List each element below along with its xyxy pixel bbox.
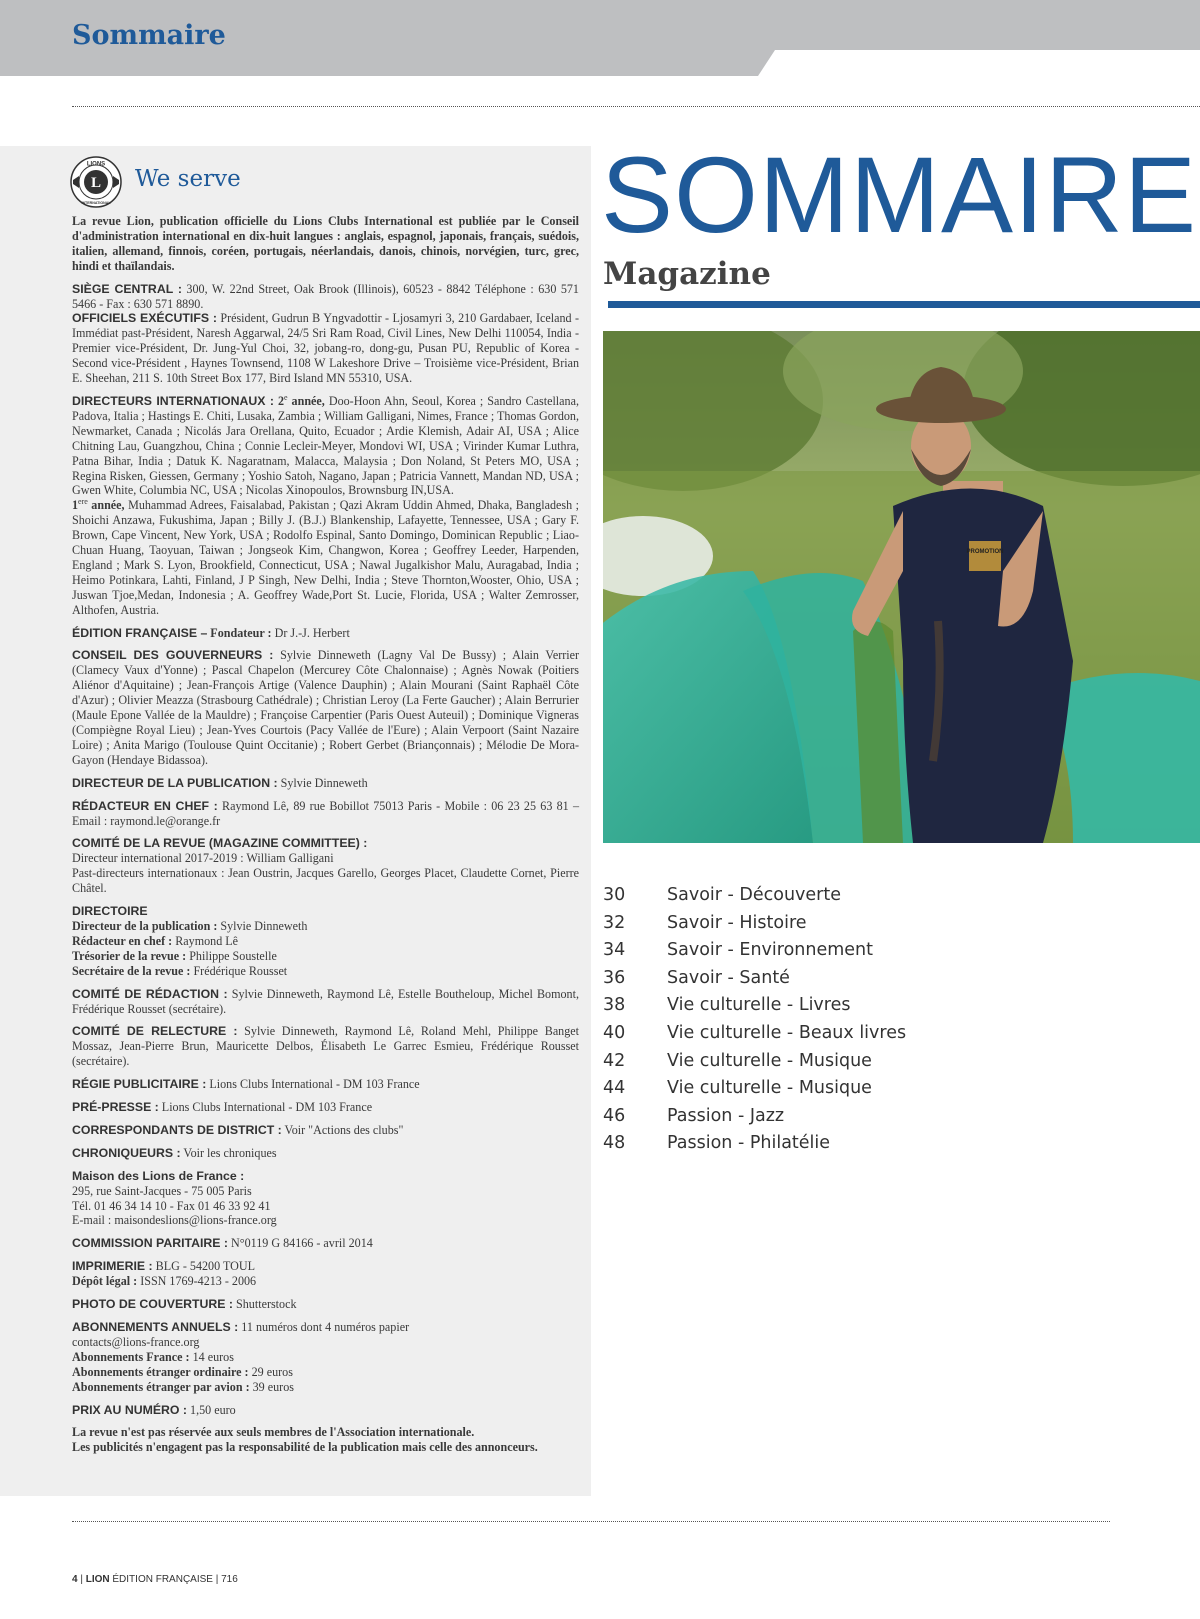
toc-item[interactable] <box>603 940 1183 968</box>
directeur-publication: DIRECTEUR DE LA PUBLICATION : Sylvie Dinneweth <box>72 775 368 790</box>
toc-label: Vie culturelle - Musique <box>667 1078 872 1099</box>
lions-international-emblem-icon <box>70 156 122 208</box>
redacteur-en-chef: RÉDACTEUR EN CHEF : Raymond Lê, 89 rue Bobillot 75013 Paris - Mobile : 06 23 25 63 81 – Email : raymond.le@orange.fr <box>72 798 579 828</box>
page-header-title: Sommaire <box>72 20 226 51</box>
top-divider <box>72 106 1200 107</box>
footer-brand: LION <box>85 1574 110 1585</box>
officiels-executifs: OFFICIELS EXÉCUTIFS : Président, Gudrun B Yngvadottir - Ljosamyri 3, 210 Gardabaer, Iceland - Immédiat past-Président, Naresh Aggarwal, 24/5 Sri Ram Road, Civil Lines, New Delhi 110054, India - Premier vice-Président, Dr. Jung-Yul Choi, 32, jobang-ro, dong-gu, Pusan PU, Republic of Korea - Second vice-Président , Haynes Townsend, 1108 W Lakeshore Drive – Troisième vice-Président, Brian E. Sheehan, 211 S. 10th Street Box 177, Bird Island MN 55310, USA. <box>72 311 579 386</box>
page-footer: 4 | LION ÉDITION FRANÇAISE | 716 <box>72 1574 238 1585</box>
table-of-contents <box>603 885 1183 1161</box>
toc-item[interactable] <box>603 1133 1183 1161</box>
toc-label: Savoir - Environnement <box>667 940 873 961</box>
chroniqueurs: CHRONIQUEURS : Voir les chroniques <box>72 1145 277 1160</box>
toc-label: Savoir - Découverte <box>667 885 842 905</box>
toc-item[interactable] <box>603 995 1183 1023</box>
comite-de-relecture: COMITÉ DE RELECTURE : Sylvie Dinneweth, Raymond Lê, Roland Mehl, Philippe Banget Mossaz, Jean-Pierre Brun, Mauricette Delbos, Élisabeth Le Garrec Esmieu, Frédérique Rousset (secrétaire). <box>72 1024 580 1069</box>
toc-item[interactable] <box>603 1078 1183 1106</box>
svg-text:PROMOTION: PROMOTION <box>966 549 1004 555</box>
footer-issue: 716 <box>221 1574 238 1585</box>
directeurs-internationaux: DIRECTEURS INTERNATIONAUX : 2e année, Doo-Hoon Ahn, Seoul, Korea ; Sandro Castellana, Padova, Italia ; Hastings E. Chiti, Lusaka, Zambia ; William Galligani, Nimes, France ; Thomas Gordon, Newmarket, Canada ; Nicolás Jara Orellana, Quito, Ecuador ; Ardie Klemish, Adair AI, USA ; Alice Chitning Lau, Guangzhou, China ; Connie Lecleir-Meyer, Mondovi WI, USA ; Virinder Kumar Luthra, Patna Bihar, India ; Datuk K. Nagaratnam, Malacca, Malaysia ; Don Noland, St Peters MO, USA ; Regina Risken, Giessen, Germany ; Yoshio Satoh, Nagano, Japan ; Patricia Vannett, Mandan ND, USA ; Gwen White, Columbia NC, USA ; Nicolas Xinopoulos, Brownsburg IN,USA. 1ere année, Muhammad Adrees, Faisalabad, Pakistan ; Qazi Akram Uddin Ahmed, Dhaka, Bangladesh ; Shoichi Anzawa, Fukushima, Japan ; Billy J. (B.J.) Blankenship, Lafayette, Tennessee, USA ; Gary F. Brown, Cape Vincent, New York, USA ; Rodolfo Espinal, Santo Domingo, Dominican Republic ; Liao-Chuan Huang, Taoyuan, Taiwan ; Jongseok Kim, Changwon, Korea ; Geoffrey Leeder, Harpenden, England ; Mark S. Lyon, Brookfield, Connecticut, USA ; Nawal Jugalkishor Malu, Auragabad, India ; Heimo Potinkara, Lahti, Finland, J P Singh, New Delhi, India ; Steve Thornton,Wooster, Ohio, USA ; Juswan Tjoe,Medan, Indonesia ; A. Geoffrey Wade,Port St. Lucie, Florida, USA ; Walter Zemrosser, Althofen, Austria. <box>72 392 579 617</box>
comite-de-redaction: COMITÉ DE RÉDACTION : Sylvie Dinneweth, Raymond Lê, Estelle Boutheloup, Michel Bomont, Frédérique Rousset (secrétaire). <box>72 986 579 1016</box>
prix-au-numero: PRIX AU NUMÉRO : 1,50 euro <box>72 1402 236 1417</box>
svg-text:L: L <box>90 175 102 191</box>
toc-page-number: 48 <box>603 1133 626 1154</box>
photo-de-couverture: PHOTO DE COUVERTURE : Shutterstock <box>72 1297 297 1312</box>
toc-page-number: 38 <box>603 995 626 1016</box>
section-title: Magazine <box>603 256 771 292</box>
closing-notes: La revue n'est pas réservée aux seuls membres de l'Association internationale. Les publicités n'engagent pas la responsabilité de la publication mais celle des annonceurs. <box>72 1425 538 1455</box>
pre-presse: PRÉ-PRESSE : Lions Clubs International - DM 103 France <box>72 1100 373 1115</box>
toc-item[interactable] <box>603 968 1183 996</box>
directoire: DIRECTOIRE Directeur de la publication : Sylvie Dinneweth Rédacteur en chef : Raymond Lê Trésorier de la revue : Philippe Soustelle Secrétaire de la revue : Frédérique Rousset <box>72 904 308 978</box>
toc-label: Savoir - Histoire <box>667 912 807 933</box>
maison-des-lions: Maison des Lions de France : 295, rue Saint-Jacques - 75 005 Paris Tél. 01 46 34 14 10 - Fax 01 46 33 92 41 E-mail : maisondeslions@lions-france.org <box>72 1168 277 1228</box>
toc-page-number: 30 <box>603 885 626 905</box>
imprimerie: IMPRIMERIE : BLG - 54200 TOUL Dépôt légal : ISSN 1769-4213 - 2006 <box>72 1259 257 1289</box>
footer-edition: ÉDITION FRANÇAISE <box>112 1574 213 1585</box>
commission-paritaire: COMMISSION PARITAIRE : N°0119 G 84166 - avril 2014 <box>72 1236 373 1251</box>
toc-page-number: 40 <box>603 1022 626 1043</box>
toc-item[interactable] <box>603 913 1183 941</box>
masthead-info <box>72 214 579 1463</box>
toc-page-number: 42 <box>603 1050 626 1071</box>
siege-central: SIÈGE CENTRAL : 300, W. 22nd Street, Oak Brook (Illinois), 60523 - 8842 Téléphone : 630 571 5466 - Fax : 630 571 8890. <box>72 281 579 311</box>
page-title: SOMMAIRE <box>601 134 1198 255</box>
section-underline <box>608 301 1200 308</box>
svg-text:LIONS: LIONS <box>86 161 106 168</box>
toc-label: Vie culturelle - Musique <box>667 1050 872 1071</box>
regie-publicitaire: RÉGIE PUBLICITAIRE : Lions Clubs International - DM 103 France <box>72 1077 420 1092</box>
toc-item[interactable] <box>603 1106 1183 1134</box>
footer-page-number: 4 <box>72 1574 78 1585</box>
motto: We serve <box>135 166 241 192</box>
toc-item[interactable] <box>603 1051 1183 1079</box>
toc-label: Passion - Philatélie <box>667 1133 831 1154</box>
toc-page-number: 36 <box>603 967 626 988</box>
toc-page-number: 46 <box>603 1105 626 1126</box>
toc-label: Savoir - Santé <box>667 967 790 988</box>
svg-text:INTERNATIONAL: INTERNATIONAL <box>81 201 111 205</box>
toc-item[interactable] <box>603 1023 1183 1051</box>
abonnements-annuels: ABONNEMENTS ANNUELS : 11 numéros dont 4 numéros papier contacts@lions-france.org Abonnements France : 14 euros Abonnements étranger ordinaire : 29 euros Abonnements étranger par avion : 39 euros <box>72 1320 410 1394</box>
farmer-holding-soil-photo <box>603 331 1200 843</box>
toc-item[interactable] <box>603 885 1183 913</box>
edition-francaise: ÉDITION FRANÇAISE – Fondateur : Dr J.-J. Herbert <box>72 625 350 640</box>
bottom-divider <box>72 1521 1110 1522</box>
correspondants-de-district: CORRESPONDANTS DE DISTRICT : Voir "Actions des clubs" <box>72 1122 404 1137</box>
toc-label: Vie culturelle - Livres <box>667 995 851 1016</box>
intro-text: La revue Lion, publication officielle du Lions Clubs International est publiée par le Conseil d'administration international en dix-huit langues : anglais, espagnol, japonais, français, suédois, italien, allemand, finnois, coréen, portugais, néerlandais, danois, chinois, norvégien, turc, grec, hindi et thaïlandais. <box>72 214 579 273</box>
toc-page-number: 34 <box>603 940 626 961</box>
comite-de-la-revue: COMITÉ DE LA REVUE (MAGAZINE COMMITTEE) : Directeur international 2017-2019 : William Galligani Past-directeurs internationaux : Jean Oustrin, Jacques Garello, Georges Placet, Claudette Cornet, Pierre Châtel. <box>72 836 579 896</box>
toc-label: Vie culturelle - Beaux livres <box>667 1022 907 1043</box>
toc-label: Passion - Jazz <box>667 1105 785 1126</box>
conseil-des-gouverneurs: CONSEIL DES GOUVERNEURS : Sylvie Dinneweth (Lagny Val De Bussy) ; Alain Verrier (Clamecy Vaux d'Yonne) ; Pascal Chapelon (Mercurey Côte Chalonnaise) ; Agnès Nowak (Poitiers Aliénor d'Aquitaine) ; Jean-François Artige (Valence Dauphin) ; Alain Mourani (Saint Raphaël Côte d'Azur) ; Olivier Meazza (Strasbourg Cathédrale) ; Christian Leroy (La Ferte Gaucher) ; Alain Berrurier (Maule Epone Vallée de la Mauldre) ; Françoise Carpentier (Paris Ouest Auteuil) ; Dominique Vigneras (Compiègne Royal Lieu) ; Jean-Yves Courtois (Pacy Vallée de l'Eure) ; Alain Verpoort (Saint Nazaire Loire) ; Anita Marigo (Toulouse Quint Occitanie) ; Robert Gerbet (Briançonnais) ; Mélodie De Mora-Gayon (Hendaye Bidassoa). <box>72 648 580 767</box>
toc-page-number: 44 <box>603 1078 626 1099</box>
toc-page-number: 32 <box>603 912 626 933</box>
